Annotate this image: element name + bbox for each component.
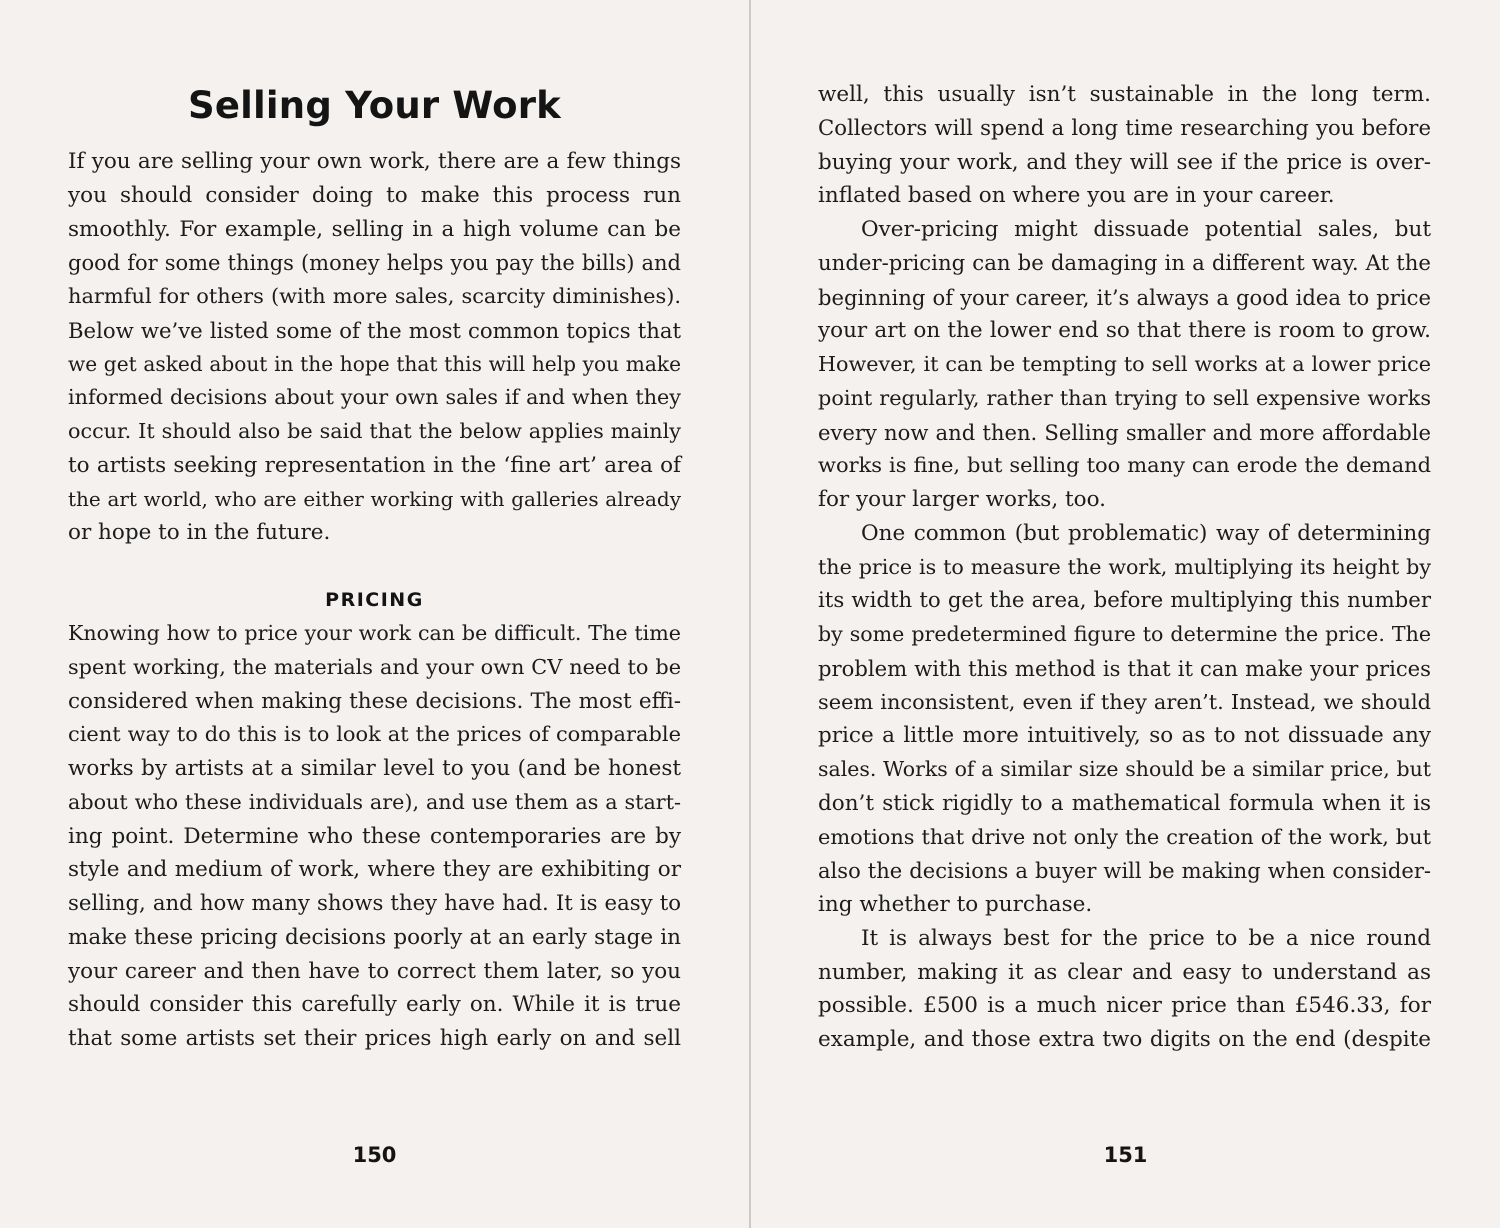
text-line: harmful for others (with more sales, scarcity diminishes). [68,284,681,308]
text-line: informed decisions about your own sales if and when they [68,385,681,410]
text-line: every now and then. Selling smaller and more affordable [818,419,1431,445]
text-line: ing point. Determine who these contemporaries are by [68,823,681,849]
page-number: 150 [352,1143,397,1167]
text-line: the price is to measure the work, multiplying its height by [818,554,1431,579]
chapter-title: Selling Your Work [188,84,561,127]
text-line: works is fine, but selling too many can erode the demand [818,453,1431,478]
intro-paragraph [68,145,681,550]
text-line: One common (but problematic) way of determining [861,520,1431,546]
text-line: ing whether to purchase. [818,892,1093,917]
text-line: Collectors will spend a long time researching you before [818,115,1431,141]
text-line: its width to get the area, before multiplying this number [818,588,1431,614]
text-line: for your larger works, too. [818,487,1106,512]
text-line: It is always best for the price to be a nice round [861,925,1431,951]
text-line: you should consider doing to make this process run [68,182,681,208]
text-line: buying your work, and they will see if the price is over- [818,149,1431,175]
right-page [751,0,1500,1228]
text-line: point regularly, rather than trying to sell expensive works [818,385,1431,410]
pricing-paragraph [68,617,681,1056]
text-line: smoothly. For example, selling in a high volume can be [68,216,681,242]
page-number: 151 [1103,1143,1148,1167]
text-line: inflated based on where you are in your career. [818,183,1335,209]
text-line: the art world, who are either working with galleries already [68,486,681,511]
text-line: we get asked about in the hope that this will help you make [68,351,681,376]
text-line: your career and then have to correct them later, so you [68,958,681,984]
text-line: make these pricing decisions poorly at an early stage in [68,924,681,950]
text-line: style and medium of work, where they are exhibiting or [68,857,681,883]
section-heading-pricing: PRICING [325,589,424,611]
text-line: spent working, the materials and your own CV need to be [68,654,681,679]
text-line: well, this usually isn’t sustainable in the long term. [818,82,1431,107]
text-line: possible. £500 is a much nicer price than £546.33, for [818,993,1431,1019]
text-line: If you are selling your own work, there are a few things [68,149,681,174]
text-line: also the decisions a buyer will be making when consider- [818,858,1431,884]
text-line: good for some things (money helps you pay the bills) and [68,250,681,276]
text-line: sales. Works of a similar size should be a similar price, but [818,757,1431,781]
text-line: under-pricing can be damaging in a different way. At the [818,250,1431,276]
text-line: emotions that drive not only the creation of the work, but [818,824,1431,849]
left-page [0,0,749,1228]
text-line: example, and those extra two digits on the end (despite [818,1027,1431,1052]
text-line: works by artists at a similar level to you (and be honest [68,756,681,781]
text-line: about who these individuals are), and use them as a start- [68,789,681,814]
text-line: Over-pricing might dissuade potential sales, but [861,217,1431,242]
text-line: should consider this carefully early on. While it is true [68,992,681,1018]
text-line: your art on the lower end so that there is room to grow. [818,318,1431,344]
text-line: price a little more intuitively, so as to not dissuade any [818,723,1431,749]
text-line: seem inconsistent, even if they aren’t. Instead, we should [818,689,1431,714]
text-line: that some artists set their prices high early on and sell [68,1026,681,1051]
text-line: However, it can be tempting to sell works at a lower price [818,352,1431,376]
text-line: problem with this method is that it can make your prices [818,655,1431,681]
text-line: considered when making these decisions. The most effi- [68,688,681,714]
text-line: to artists seeking representation in the ‘fine art’ area of [68,452,681,478]
text-line: or hope to in the future. [68,520,331,546]
text-line: cient way to do this is to look at the prices of comparable [68,722,681,747]
text-line: by some predetermined figure to determine the price. The [818,622,1431,646]
text-line: selling, and how many shows they have had. It is easy to [68,891,681,916]
text-line: don’t stick rigidly to a mathematical formula when it is [818,790,1431,816]
text-line: number, making it as clear and easy to understand as [818,959,1431,985]
text-line: occur. It should also be said that the below applies mainly [68,419,681,443]
continued-text [818,78,1431,1057]
text-line: Below we’ve listed some of the most common topics that [68,317,681,343]
text-line: beginning of your career, it’s always a good idea to price [818,284,1431,310]
text-line: Knowing how to price your work can be difficult. The time [68,621,681,645]
